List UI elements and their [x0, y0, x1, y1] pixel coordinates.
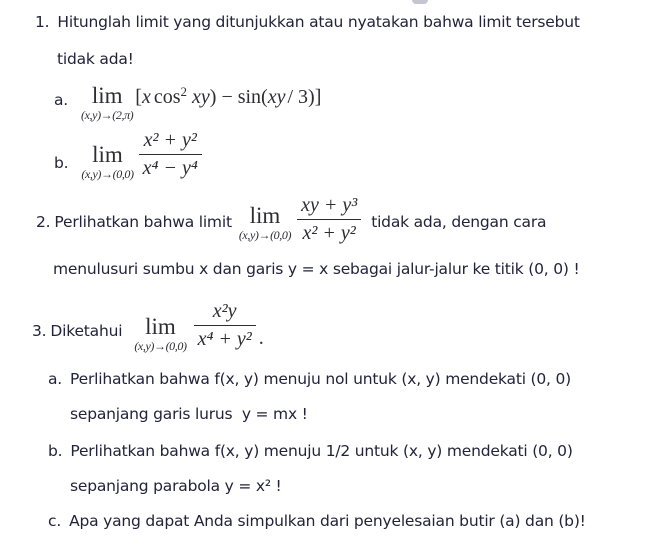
fraction-3 — [194, 298, 256, 353]
cos-exponent: 2 — [180, 84, 188, 99]
item-3a-text: Perlihatkan bahwa f(x, y) menuju nol untuk (x, y) mendekati (0, 0) — [70, 370, 572, 388]
fraction-denominator: x⁴ + y² — [197, 328, 252, 350]
problem-1-line-1 — [35, 12, 580, 33]
limit-operator-1a — [81, 83, 134, 122]
fraction-numerator: xy + y³ — [301, 194, 358, 216]
problem-1a-row — [54, 84, 321, 122]
problem-2-text-before: Perlihatkan bahwa limit — [54, 213, 232, 231]
close-bracket: / 3)] — [287, 86, 322, 108]
problem-3a-line-1 — [48, 369, 571, 390]
fraction-denominator: x⁴ − y⁴ — [142, 157, 198, 179]
item-3b-text: Perlihatkan bahwa f(x, y) menuju 1/2 untuk (x, y) mendekati (0, 0) — [70, 442, 573, 460]
problem-2-text-after: tidak ada, dengan cara — [371, 213, 547, 231]
cos-function: cos — [153, 86, 181, 108]
open-bracket: [ — [135, 86, 142, 108]
item-1b-label: b. — [54, 154, 69, 172]
fraction-numerator: x²y — [212, 300, 237, 322]
sin-argument: xy — [267, 86, 286, 108]
problem-2-number: 2. — [36, 213, 51, 231]
fraction-denominator: x² + y² — [302, 222, 356, 244]
problem-3b-line-1 — [48, 441, 573, 462]
problem-2-row — [36, 192, 546, 247]
problem-1-text-continued: tidak ada! — [57, 50, 134, 68]
problem-3-number: 3. — [32, 322, 47, 340]
item-1a-label: a. — [54, 91, 69, 109]
item-3b-text-continued: sepanjang parabola y = x² ! — [70, 477, 282, 495]
problem-2-line-2 — [53, 259, 579, 280]
problem-1-text: Hitunglah limit yang ditunjukkan atau nyatakan bahwa limit tersebut — [57, 13, 580, 31]
problem-2-text-continued: menulusuri sumbu x dan garis y = x sebagai jalur-jalur ke titik (0, 0) ! — [53, 260, 580, 278]
problem-1-number: 1. — [35, 13, 50, 31]
limit-operator-1b — [81, 142, 134, 181]
limit-operator-3 — [134, 314, 187, 353]
lim-word: lim — [91, 83, 123, 108]
lim-subscript: (x,y)→(0,0) — [81, 167, 134, 181]
item-3c-text: Apa yang dapat Anda simpulkan dari penyelesaian butir (a) dan (b)! — [69, 512, 586, 530]
problem-3c-line-1 — [48, 511, 586, 532]
lim-word: lim — [249, 203, 281, 228]
problem-3-text-before: Diketahui — [50, 322, 123, 340]
limit-expression-1a — [135, 84, 321, 111]
sentence-period: . — [258, 327, 264, 349]
lim-word: lim — [145, 314, 176, 339]
fraction-1b — [139, 127, 202, 182]
fraction-numerator: x² + y² — [143, 129, 197, 151]
problem-3-row — [32, 298, 264, 353]
problem-1-line-2 — [57, 49, 134, 70]
fraction-2 — [297, 192, 361, 247]
variable-x: x — [141, 86, 151, 108]
variable-xy: xy — [192, 86, 210, 108]
problem-1b-row — [54, 127, 202, 182]
limit-operator-2 — [238, 203, 292, 242]
lim-word: lim — [92, 142, 123, 167]
problem-3b-line-2 — [70, 476, 282, 497]
lim-subscript: (x,y)→(2,π) — [81, 108, 134, 122]
scan-artifact — [412, 0, 428, 4]
item-3a-label: a. — [48, 370, 63, 388]
minus-sin: ) − sin( — [209, 86, 268, 108]
lim-subscript: (x,y)→(0,0) — [238, 228, 292, 242]
item-3b-label: b. — [48, 442, 63, 460]
item-3c-label: c. — [48, 512, 62, 530]
item-3a-text-continued: sepanjang garis lurus y = mx ! — [70, 405, 308, 423]
lim-subscript: (x,y)→(0,0) — [134, 339, 187, 353]
problem-3a-line-2 — [70, 404, 308, 425]
